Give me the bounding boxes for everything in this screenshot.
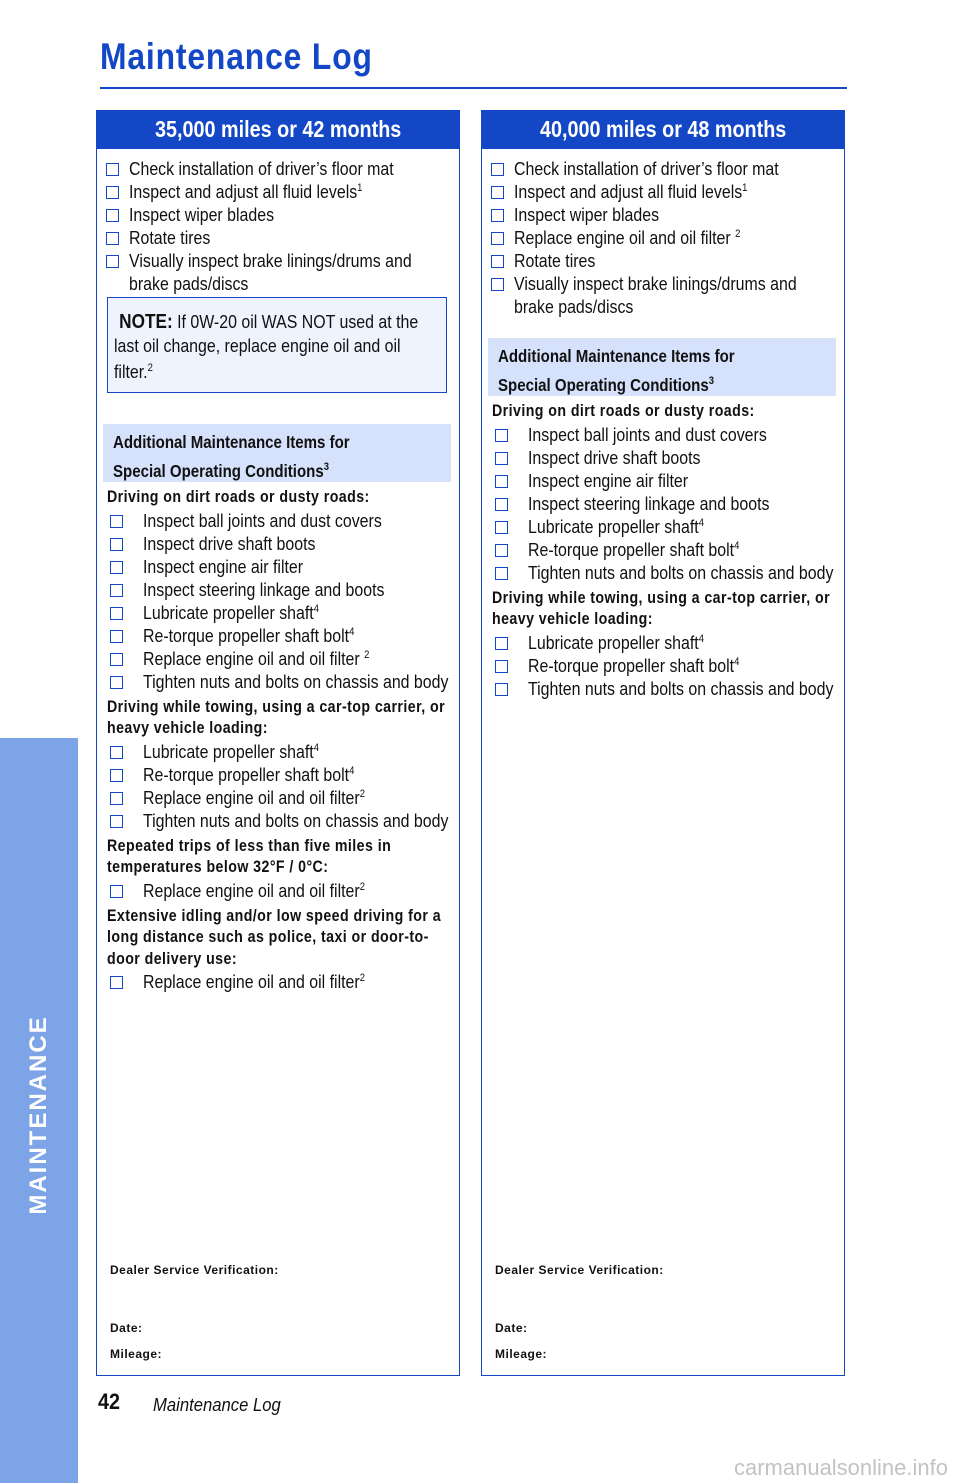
- note-label: NOTE:: [119, 311, 173, 333]
- dealer-verification-label: Dealer Service Verification:: [110, 1263, 279, 1277]
- checklist-item: [492, 561, 838, 584]
- item-footnote: 4: [734, 655, 740, 668]
- checklist-item: [492, 654, 838, 677]
- item-text: Inspect wiper blades: [514, 204, 660, 225]
- item-text: Inspect drive shaft boots: [143, 532, 316, 554]
- checklist-item: [491, 203, 838, 226]
- checkbox[interactable]: [491, 255, 504, 268]
- checkbox[interactable]: [110, 515, 123, 528]
- checkbox[interactable]: [491, 209, 504, 222]
- item-text: Rotate tires: [514, 250, 596, 271]
- page-title: Maintenance Log: [100, 36, 373, 77]
- item-footnote: 2: [359, 787, 365, 800]
- item-text: Lubricate propeller shaft: [528, 515, 699, 537]
- special-conditions: [107, 487, 453, 997]
- item-text: Replace engine oil and oil filter: [143, 647, 365, 669]
- checklist-item: [107, 624, 453, 647]
- checkbox[interactable]: [110, 584, 123, 597]
- checkbox[interactable]: [110, 607, 123, 620]
- checklist-item: [106, 203, 453, 226]
- checklist-item: [107, 647, 453, 670]
- dealer-verification-label: Dealer Service Verification:: [495, 1263, 664, 1277]
- condition-section: [107, 836, 453, 902]
- condition-heading: Driving on dirt roads or dusty roads:: [492, 402, 755, 420]
- checklist-item: [492, 423, 838, 446]
- condition-section: [107, 487, 453, 693]
- checklist-item: [491, 180, 838, 203]
- item-text: Tighten nuts and bolts on chassis and body: [528, 677, 834, 699]
- item-text: Re-torque propeller shaft bolt: [528, 538, 735, 560]
- checklist-item: [492, 631, 838, 654]
- service-column-left: [96, 110, 460, 1376]
- checkbox[interactable]: [110, 815, 123, 828]
- checklist: [491, 157, 838, 318]
- item-text: Tighten nuts and bolts on chassis and body: [143, 809, 449, 831]
- date-label: Date:: [110, 1321, 143, 1335]
- checkbox[interactable]: [110, 676, 123, 689]
- note-footnote: 2: [147, 362, 153, 374]
- additional-items-heading: [488, 338, 836, 396]
- item-footnote: 2: [735, 227, 741, 240]
- item-text: Replace engine oil and oil filter: [143, 786, 360, 808]
- checkbox[interactable]: [110, 630, 123, 643]
- condition-section: [107, 697, 453, 832]
- condition-heading: Extensive idling and/or low speed driving for a long distance such as police, taxi or door-to-door delivery use:: [107, 906, 442, 968]
- item-footnote: 4: [313, 741, 319, 754]
- checklist-item: [492, 492, 838, 515]
- checklist-item: [107, 740, 453, 763]
- item-text: Inspect ball joints and dust covers: [143, 509, 382, 531]
- mileage-label: Mileage:: [495, 1347, 548, 1361]
- item-text: Check installation of driver’s floor mat: [129, 158, 394, 179]
- item-footnote: 4: [698, 632, 704, 645]
- checklist-item: [107, 670, 453, 693]
- checklist-item: [107, 578, 453, 601]
- checklist-item: [107, 555, 453, 578]
- condition-heading: Driving while towing, using a car-top carrier, or heavy vehicle loading:: [107, 697, 446, 737]
- item-text: Inspect steering linkage and boots: [143, 578, 385, 600]
- checklist-item: [492, 446, 838, 469]
- item-text: Inspect ball joints and dust covers: [528, 423, 767, 445]
- column-header: 35,000 miles or 42 months: [96, 110, 460, 149]
- checkbox[interactable]: [110, 769, 123, 782]
- column-header: 40,000 miles or 48 months: [481, 110, 845, 149]
- checklist-item: [107, 601, 453, 624]
- condition-heading: Driving while towing, using a car-top carrier, or heavy vehicle loading:: [492, 588, 831, 628]
- mileage-label: Mileage:: [110, 1347, 163, 1361]
- condition-heading: Repeated trips of less than five miles in temperatures below 32°F / 0°C:: [107, 836, 392, 876]
- note-text: If 0W-20 oil WAS NOT used at the last oil change, replace engine oil and oil filter.: [114, 311, 419, 383]
- checklist-item: [492, 677, 838, 700]
- item-text: Lubricate propeller shaft: [143, 740, 314, 762]
- checklist-item: [492, 515, 838, 538]
- additional-line2: Special Operating Conditions: [498, 374, 709, 395]
- item-text: Check installation of driver’s floor mat: [514, 158, 779, 179]
- checkbox[interactable]: [495, 429, 508, 442]
- item-text: Inspect and adjust all fluid levels: [514, 181, 743, 202]
- checkbox[interactable]: [495, 660, 508, 673]
- item-text: Rotate tires: [129, 227, 211, 248]
- checkbox[interactable]: [110, 746, 123, 759]
- checklist-item: [107, 509, 453, 532]
- additional-line1: Additional Maintenance Items for: [113, 432, 350, 452]
- checklist-item: [107, 532, 453, 555]
- checkbox[interactable]: [495, 452, 508, 465]
- item-footnote: 2: [359, 971, 365, 984]
- item-text: Inspect wiper blades: [129, 204, 275, 225]
- checkbox[interactable]: [495, 683, 508, 696]
- additional-footnote: 3: [323, 461, 329, 473]
- checkbox[interactable]: [110, 538, 123, 551]
- item-text: Tighten nuts and bolts on chassis and body: [143, 670, 449, 692]
- item-text: Lubricate propeller shaft: [143, 601, 314, 623]
- item-footnote: 1: [742, 181, 748, 194]
- watermark: carmanualsonline.info: [733, 1455, 948, 1480]
- additional-items-heading: [103, 424, 451, 482]
- service-column-right: [481, 110, 845, 1376]
- item-text: Inspect drive shaft boots: [528, 446, 701, 468]
- title-divider: [100, 87, 847, 89]
- item-footnote: 4: [349, 625, 355, 638]
- item-text: Inspect and adjust all fluid levels: [129, 181, 358, 202]
- checklist-item: [106, 180, 453, 203]
- oil-note: [107, 297, 447, 393]
- item-footnote: 4: [698, 516, 704, 529]
- checkbox[interactable]: [495, 521, 508, 534]
- sidebar-label: MAINTENANCE: [25, 1015, 52, 1215]
- item-text: Tighten nuts and bolts on chassis and body: [528, 561, 834, 583]
- checkbox[interactable]: [106, 255, 119, 268]
- checkbox[interactable]: [495, 637, 508, 650]
- item-text: Re-torque propeller shaft bolt: [143, 763, 350, 785]
- item-footnote: 4: [734, 539, 740, 552]
- checkbox[interactable]: [110, 792, 123, 805]
- item-text: Replace engine oil and oil filter: [143, 971, 360, 992]
- checklist: [106, 157, 453, 295]
- condition-heading: Driving on dirt roads or dusty roads:: [107, 488, 370, 506]
- checklist-item: [492, 538, 838, 561]
- item-text: Visually inspect brake linings/drums and brake pads/discs: [514, 273, 797, 317]
- item-text: Replace engine oil and oil filter: [143, 879, 360, 901]
- checkbox[interactable]: [106, 209, 119, 222]
- additional-line2: Special Operating Conditions: [113, 460, 324, 481]
- item-footnote: 4: [313, 602, 319, 615]
- item-text: Lubricate propeller shaft: [528, 631, 699, 653]
- item-text: Re-torque propeller shaft bolt: [143, 624, 350, 646]
- checkbox[interactable]: [495, 498, 508, 511]
- checklist-item: [106, 226, 453, 249]
- checklist-item: [107, 970, 453, 993]
- checklist-item: [491, 272, 838, 318]
- checklist-item: [106, 249, 453, 295]
- condition-section: [492, 588, 838, 700]
- checkbox[interactable]: [110, 653, 123, 666]
- item-footnote: 2: [364, 648, 370, 661]
- checklist-item: [491, 249, 838, 272]
- checklist-item: [491, 157, 838, 180]
- checklist-item: [107, 879, 453, 902]
- condition-section: [492, 401, 838, 584]
- checklist-item: [491, 226, 838, 249]
- checklist-item: [106, 157, 453, 180]
- item-text: Re-torque propeller shaft bolt: [528, 654, 735, 676]
- checklist-item: [492, 469, 838, 492]
- footer-title: Maintenance Log: [153, 1394, 281, 1415]
- checkbox[interactable]: [110, 561, 123, 574]
- page-number: 42: [98, 1389, 121, 1414]
- item-text: Inspect steering linkage and boots: [528, 492, 770, 514]
- item-footnote: 1: [357, 181, 363, 194]
- condition-section: [107, 906, 453, 994]
- checkbox[interactable]: [106, 232, 119, 245]
- checkbox[interactable]: [106, 163, 119, 176]
- checkbox[interactable]: [491, 163, 504, 176]
- item-text: Inspect engine air filter: [528, 469, 689, 491]
- checklist-item: [107, 763, 453, 786]
- special-conditions: [492, 401, 838, 704]
- checkbox[interactable]: [491, 232, 504, 245]
- checkbox[interactable]: [495, 567, 508, 580]
- date-label: Date:: [495, 1321, 528, 1335]
- checkbox[interactable]: [106, 186, 119, 199]
- checkbox[interactable]: [495, 475, 508, 488]
- checkbox[interactable]: [491, 186, 504, 199]
- item-text: Visually inspect brake linings/drums and brake pads/discs: [129, 250, 412, 294]
- checklist-item: [107, 809, 453, 832]
- item-footnote: 2: [359, 880, 365, 893]
- checkbox[interactable]: [495, 544, 508, 557]
- checkbox[interactable]: [110, 885, 123, 898]
- item-text: Replace engine oil and oil filter: [514, 227, 736, 248]
- checkbox[interactable]: [110, 976, 123, 989]
- additional-line1: Additional Maintenance Items for: [498, 346, 735, 366]
- checklist-item: [107, 786, 453, 809]
- checkbox[interactable]: [491, 278, 504, 291]
- item-footnote: 4: [349, 764, 355, 777]
- additional-footnote: 3: [708, 375, 714, 387]
- item-text: Inspect engine air filter: [143, 555, 304, 577]
